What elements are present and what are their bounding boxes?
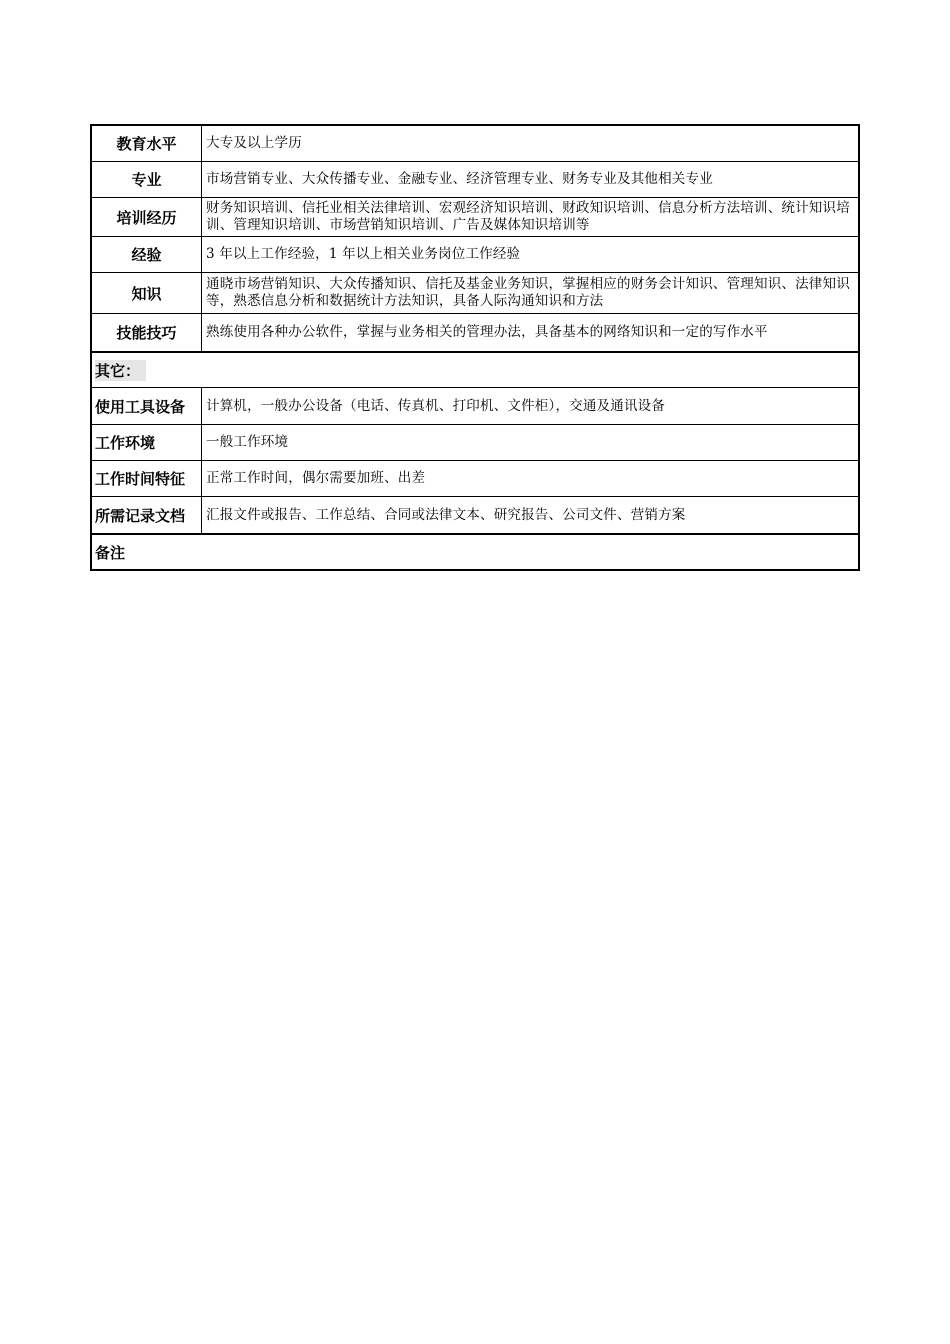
row-section-other [92, 353, 858, 388]
section-other-label: 其它： [95, 360, 146, 381]
row-tools [92, 388, 858, 425]
value-environment: 一般工作环境 [206, 434, 289, 450]
job-spec-table [90, 124, 860, 571]
row-training [92, 198, 858, 237]
row-experience [92, 237, 858, 273]
section-notes-label: 备注 [95, 543, 126, 562]
value-skills: 熟练使用各种办公软件，掌握与业务相关的管理办法，具备基本的网络知识和一定的写作水平 [206, 324, 768, 340]
section-other-heading [92, 353, 146, 387]
value-tools: 计算机，一般办公设备（电话、传真机、打印机、文件柜），交通及通讯设备 [206, 397, 666, 414]
label-environment: 工作环境 [92, 425, 202, 460]
label-documents: 所需记录文档 [92, 497, 202, 533]
label-work-time: 工作时间特征 [92, 461, 202, 496]
label-tools: 使用工具设备 [92, 388, 202, 424]
value-experience: 3 年以上工作经验，1 年以上相关业务岗位工作经验 [206, 246, 521, 262]
value-knowledge: 通晓市场营销知识、大众传播知识、信托及基金业务知识，掌握相应的财务会计知识、管理知识、法律知识等，熟悉信息分析和数据统计方法知识，具备人际沟通知识和方法 [206, 276, 850, 309]
label-skills: 技能技巧 [92, 314, 202, 351]
row-skills [92, 314, 858, 353]
row-major [92, 162, 858, 198]
value-major: 市场营销专业、大众传播专业、金融专业、经济管理专业、财务专业及其他相关专业 [206, 171, 713, 187]
label-knowledge: 知识 [92, 273, 202, 313]
value-work-time: 正常工作时间，偶尔需要加班、出差 [206, 470, 426, 486]
row-environment [92, 425, 858, 461]
row-documents [92, 497, 858, 535]
value-education: 大专及以上学历 [206, 135, 302, 151]
row-knowledge [92, 273, 858, 314]
value-training: 财务知识培训、信托业相关法律培训、宏观经济知识培训、财政知识培训、信息分析方法培训、统计知识培训、管理知识培训、市场营销知识培训、广告及媒体知识培训等 [206, 200, 850, 233]
label-education: 教育水平 [92, 126, 202, 161]
row-work-time [92, 461, 858, 497]
value-documents: 汇报文件或报告、工作总结、合同或法律文本、研究报告、公司文件、营销方案 [206, 506, 686, 523]
label-major: 专业 [92, 162, 202, 197]
row-notes [92, 535, 858, 569]
label-training: 培训经历 [92, 198, 202, 236]
label-experience: 经验 [92, 237, 202, 272]
row-education [92, 126, 858, 162]
